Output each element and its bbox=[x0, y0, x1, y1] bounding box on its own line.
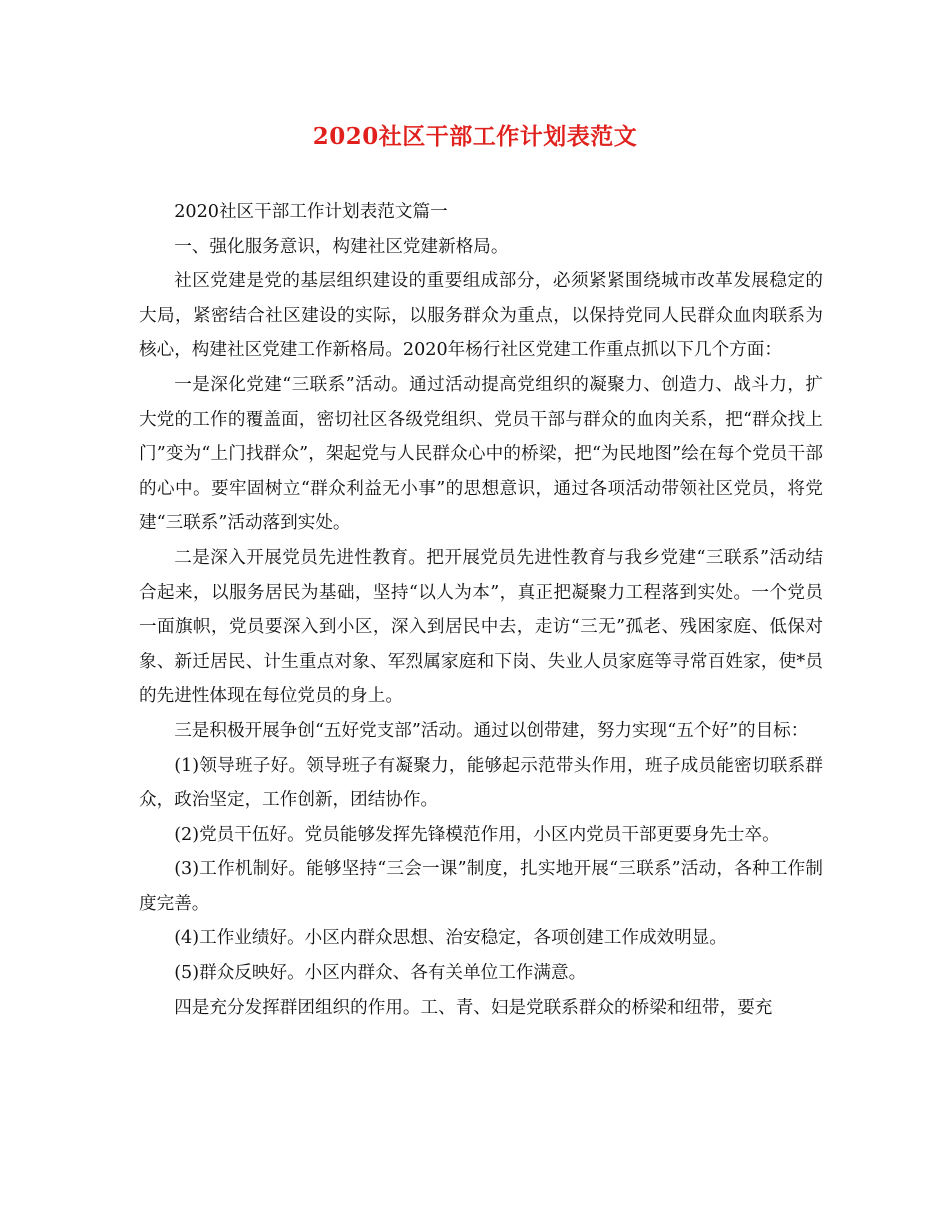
paragraph: 社区党建是党的基层组织建设的重要组成部分，必须紧紧围绕城市改革发展稳定的大局，紧密结合社区建设的实际，以服务群众为重点，以保持党同人民群众血肉联系为核心，构建社区党建工作新格局。2020年杨行社区党建工作重点抓以下几个方面： bbox=[139, 271, 823, 361]
paragraph: (2)党员干伍好。党员能够发挥先锋模范作用，小区内党员干部更要身先士卒。 bbox=[174, 824, 780, 845]
paragraph: (5)群众反映好。小区内群众、各有关单位工作满意。 bbox=[174, 963, 587, 984]
paragraph: 一是深化党建“三联系”活动。通过活动提高党组织的凝聚力、创造力、战斗力，扩大党的工作的覆盖面，密切社区各级党组织、党员干部与群众的血肉关系，把“群众找上门”变为“上门找群众”，架起党与人民群众心中的桥梁，把“为民地图”绘在每个党员干部的心中。要牢固树立“群众利益无小事”的思想意识，通过各项活动带领社区党员，将党建“三联系”活动落到实处。 bbox=[139, 374, 823, 534]
paragraph: (1)领导班子好。领导班子有凝聚力，能够起示范带头作用，班子成员能密切联系群众，政治坚定，工作创新，团结协作。 bbox=[139, 755, 823, 811]
paragraph: 四是充分发挥群团组织的作用。工、青、妇是党联系群众的桥梁和纽带，要充 bbox=[174, 997, 773, 1018]
document-body bbox=[139, 195, 823, 1025]
paragraph: 二是深入开展党员先进性教育。把开展党员先进性教育与我乡党建“三联系”活动结合起来，以服务居民为基础，坚持“以人为本”，真正把凝聚力工程落到实处。一个党员一面旗帜，党员要深入到小区，深入到居民中去，走访“三无”孤老、残困家庭、低保对象、新迁居民、计生重点对象、军烈属家庭和下岗、失业人员家庭等寻常百姓家，使*员的先进性体现在每位党员的身上。 bbox=[139, 547, 823, 707]
paragraph: (3)工作机制好。能够坚持“三会一课”制度，扎实地开展“三联系”活动，各种工作制度完善。 bbox=[139, 859, 823, 914]
paragraph: (4)工作业绩好。小区内群众思想、治安稳定，各项创建工作成效明显。 bbox=[174, 928, 727, 949]
document-title: 2020社区干部工作计划表范文 bbox=[312, 123, 638, 150]
paragraph: 2020社区干部工作计划表范文篇一 bbox=[174, 202, 448, 222]
paragraph: 一、强化服务意识，构建社区党建新格局。 bbox=[174, 236, 509, 257]
paragraph: 三是积极开展争创“五好党支部”活动。通过以创带建，努力实现“五个好”的目标： bbox=[174, 720, 809, 741]
